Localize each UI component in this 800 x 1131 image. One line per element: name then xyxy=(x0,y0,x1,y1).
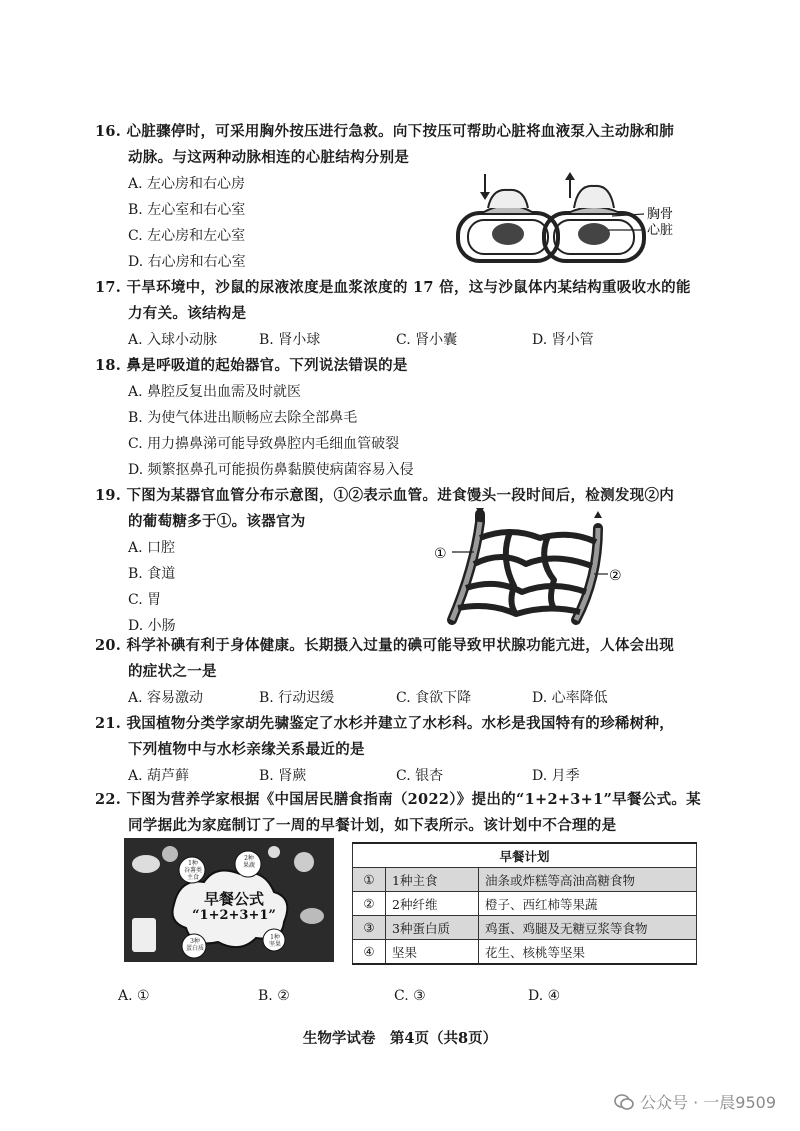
q19-option-c: C. 胃 xyxy=(128,592,162,608)
watermark xyxy=(614,1090,776,1113)
q21-stem-line1: 21. 我国植物分类学家胡先骕鉴定了水杉并建立了水杉科。水杉是我国特有的珍稀树种， xyxy=(95,715,675,732)
q21-option-d: D. 月季 xyxy=(532,768,580,784)
q19-option-b: B. 食道 xyxy=(128,566,176,582)
q19-option-a: A. 口腔 xyxy=(128,540,176,556)
q22-option-d: D. ④ xyxy=(528,988,561,1004)
page-footer: 生物学试卷 第4页（共8页） xyxy=(302,1030,498,1047)
q18-option-d: D. 频繁抠鼻孔可能损伤鼻黏膜使病菌容易入侵 xyxy=(128,462,414,478)
q22-stem-line1: 22. 下图为营养学家根据《中国居民膳食指南（2022）》提出的“1+2+3+1”早餐公式。某 xyxy=(95,791,701,808)
row-desc: 橙子、西红柿等果蔬 xyxy=(479,892,697,916)
row-item: 坚果 xyxy=(386,940,479,965)
q20-stem-line1: 20. 科学补碘有利于身体健康。长期摄入过量的碘可能导致甲状腺功能亢进，人体会出现 xyxy=(95,637,675,654)
watermark-text: 公众号 · 一晨9509 xyxy=(640,1093,776,1112)
row-desc: 花生、核桃等坚果 xyxy=(479,940,697,965)
q19-stem-line2: 的葡萄糖多于①。该器官为 xyxy=(128,513,306,530)
q16-cpr-diagram xyxy=(452,168,692,268)
q16-option-d: D. 右心房和右心室 xyxy=(128,254,246,270)
q20-option-a: A. 容易激动 xyxy=(128,690,204,706)
q22-stem-line2: 同学据此为家庭制订了一周的早餐计划，如下表所示。该计划中不合理的是 xyxy=(128,817,617,834)
q19-stem-line1: 19. 下图为某器官血管分布示意图，①②表示血管。进食馒头一段时间后，检测发现②内 xyxy=(95,487,675,504)
q17-option-a: A. 入球小动脉 xyxy=(128,332,218,348)
q17-stem-line1: 17. 干旱环境中，沙鼠的尿液浓度是血浆浓度的 17 倍，这与沙鼠体内某结构重吸收水的能 xyxy=(95,279,691,296)
q16-option-a: A. 左心房和右心房 xyxy=(128,176,246,192)
table-row xyxy=(353,868,697,892)
row-item: 1种主食 xyxy=(386,868,479,892)
q21-stem-line2: 下列植物中与水杉亲缘关系最近的是 xyxy=(128,741,365,758)
q22-option-c: C. ③ xyxy=(394,988,426,1004)
q20-option-c: C. 食欲下降 xyxy=(396,690,472,706)
q21-option-b: B. 肾蕨 xyxy=(259,768,307,784)
q16-option-b: B. 左心室和右心室 xyxy=(128,202,246,218)
q22-option-b: B. ② xyxy=(258,988,290,1004)
q18-option-a: A. 鼻腔反复出血需及时就医 xyxy=(128,384,302,400)
table-row xyxy=(353,892,697,916)
table-row xyxy=(353,916,697,940)
row-item: 3种蛋白质 xyxy=(386,916,479,940)
row-desc: 油条或炸糕等高油高糖食物 xyxy=(479,868,697,892)
breakfast-formula-poster xyxy=(124,838,334,962)
table-header-row xyxy=(353,843,697,868)
breakfast-plan-table xyxy=(352,842,697,965)
q18-stem: 18. 鼻是呼吸道的起始器官。下列说法错误的是 xyxy=(95,357,408,374)
row-number: ② xyxy=(353,892,386,916)
chest-section-pressed xyxy=(458,174,558,261)
q22-option-a: A. ① xyxy=(118,988,150,1004)
label-heart: 心脏 xyxy=(647,223,674,238)
poster-tag-protein: 3种 蛋白质 xyxy=(185,938,204,952)
q21-option-c: C. 银杏 xyxy=(396,768,444,784)
q21-option-a: A. 葫芦藓 xyxy=(128,768,190,784)
q16-stem-line2: 动脉。与这两种动脉相连的心脏结构分别是 xyxy=(128,149,410,166)
row-number: ④ xyxy=(353,940,386,965)
q16-stem-line1: 16. 心脏骤停时，可采用胸外按压进行急救。向下按压可帮助心脏将血液泵入主动脉和肺 xyxy=(95,123,675,140)
poster-title: 早餐公式 xyxy=(203,890,264,908)
q18-option-c: C. 用力擤鼻涕可能导致鼻腔内毛细血管破裂 xyxy=(128,436,400,452)
chest-section-released xyxy=(544,172,644,261)
row-number: ① xyxy=(353,868,386,892)
row-item: 2种纤维 xyxy=(386,892,479,916)
row-desc: 鸡蛋、鸡腿及无糖豆浆等食物 xyxy=(479,916,697,940)
q17-option-c: C. 肾小囊 xyxy=(396,332,458,348)
table-row xyxy=(353,940,697,965)
q17-option-b: B. 肾小球 xyxy=(259,332,321,348)
wechat-icon xyxy=(614,1093,634,1111)
poster-formula: “1+2+3+1” xyxy=(192,908,276,923)
q19-vessel-diagram xyxy=(430,508,630,630)
q16-option-c: C. 左心房和左心室 xyxy=(128,228,246,244)
table-title: 早餐计划 xyxy=(353,843,697,868)
q17-option-d: D. 肾小管 xyxy=(532,332,594,348)
poster-tag-staple: 1种 谷薯类 主食 xyxy=(183,860,202,881)
poster-tag-fruit-veg: 2种 果蔬 xyxy=(242,855,255,869)
poster-tag-nuts: 1种 坚果 xyxy=(268,934,281,948)
q17-stem-line2: 力有关。该结构是 xyxy=(128,305,247,322)
vessel-label-1: ① xyxy=(434,546,447,562)
label-sternum: 胸骨 xyxy=(647,207,674,222)
q19-option-d: D. 小肠 xyxy=(128,618,176,634)
q18-option-b: B. 为使气体进出顺畅应去除全部鼻毛 xyxy=(128,410,358,426)
row-number: ③ xyxy=(353,916,386,940)
q20-option-b: B. 行动迟缓 xyxy=(259,690,335,706)
arrow-out-icon xyxy=(594,511,602,518)
vessel-label-2: ② xyxy=(609,568,622,584)
q20-stem-line2: 的症状之一是 xyxy=(128,663,217,680)
q20-option-d: D. 心率降低 xyxy=(532,690,608,706)
